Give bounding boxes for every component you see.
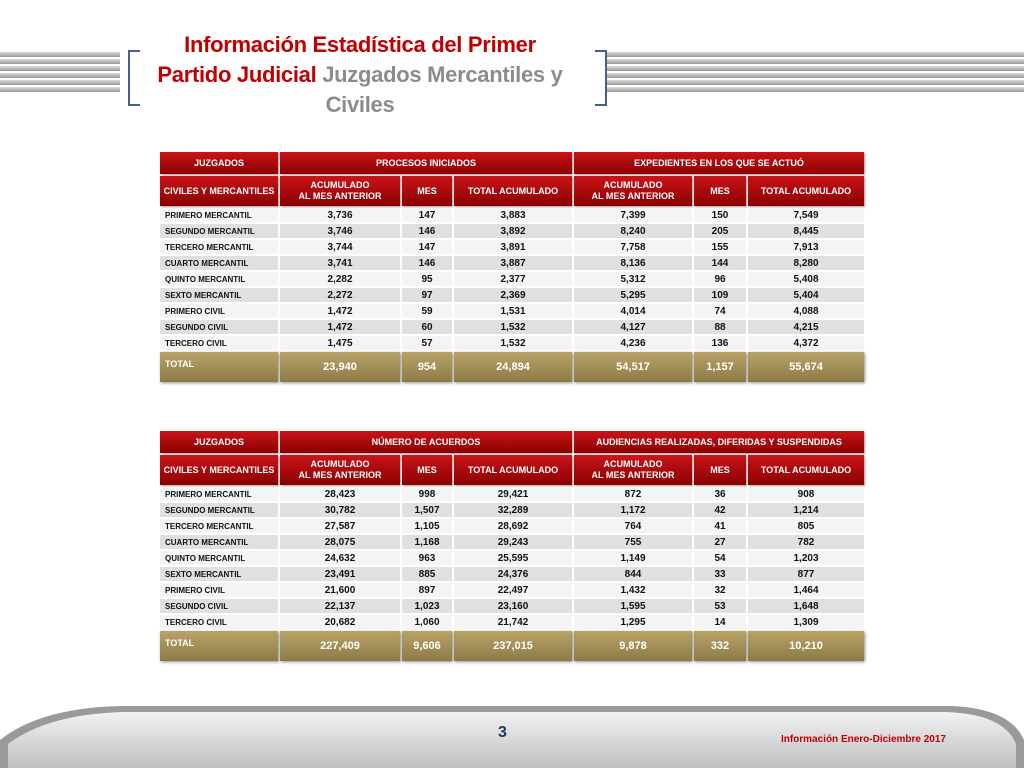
- row-label: PRIMERO CIVIL: [160, 583, 278, 597]
- row-value: 144: [694, 256, 746, 270]
- row-value: 23,160: [454, 599, 572, 613]
- row-value: 1,105: [402, 519, 452, 533]
- row-value: 147: [402, 208, 452, 222]
- row-value: 57: [402, 336, 452, 350]
- subheader-mes: MES: [402, 455, 452, 485]
- row-value: 3,741: [280, 256, 400, 270]
- table-row: [160, 256, 864, 270]
- table-total-row: [160, 631, 864, 661]
- row-value: 1,472: [280, 304, 400, 318]
- row-value: 29,421: [454, 487, 572, 501]
- footer-period-label: Información Enero-Diciembre 2017: [780, 734, 946, 745]
- total-cell: 54,517: [574, 352, 692, 382]
- row-value: 755: [574, 535, 692, 549]
- row-value: 885: [402, 567, 452, 581]
- row-value: 7,549: [748, 208, 864, 222]
- page-title: [140, 30, 580, 120]
- row-value: 2,272: [280, 288, 400, 302]
- row-label: SEGUNDO CIVIL: [160, 320, 278, 334]
- row-label: QUINTO MERCANTIL: [160, 551, 278, 565]
- total-cell: 10,210: [748, 631, 864, 661]
- total-cell: 9,878: [574, 631, 692, 661]
- total-cell: 1,157: [694, 352, 746, 382]
- row-value: 4,372: [748, 336, 864, 350]
- row-value: 3,891: [454, 240, 572, 254]
- subheader-name: CIVILES Y MERCANTILES: [160, 455, 278, 485]
- row-label: TERCERO CIVIL: [160, 336, 278, 350]
- row-value: 22,497: [454, 583, 572, 597]
- row-label: SEGUNDO MERCANTIL: [160, 503, 278, 517]
- subheader-mes: MES: [694, 176, 746, 206]
- row-value: 1,172: [574, 503, 692, 517]
- row-value: 872: [574, 487, 692, 501]
- row-value: 1,507: [402, 503, 452, 517]
- row-value: 36: [694, 487, 746, 501]
- title-line-1: Información Estadística del Primer: [184, 32, 536, 57]
- row-value: 33: [694, 567, 746, 581]
- row-value: 4,127: [574, 320, 692, 334]
- row-value: 3,887: [454, 256, 572, 270]
- table-header-row: [160, 431, 864, 453]
- row-value: 1,595: [574, 599, 692, 613]
- row-value: 29,243: [454, 535, 572, 549]
- row-value: 7,913: [748, 240, 864, 254]
- row-value: 1,532: [454, 320, 572, 334]
- total-cell: 954: [402, 352, 452, 382]
- row-value: 150: [694, 208, 746, 222]
- row-value: 5,312: [574, 272, 692, 286]
- row-value: 1,295: [574, 615, 692, 629]
- total-label: TOTAL: [160, 631, 278, 661]
- row-value: 877: [748, 567, 864, 581]
- subheader-total: TOTAL ACUMULADO: [454, 176, 572, 206]
- row-value: 1,203: [748, 551, 864, 565]
- title-bracket-left: [128, 50, 140, 106]
- row-value: 1,475: [280, 336, 400, 350]
- table-row: [160, 487, 864, 501]
- table-row: [160, 599, 864, 613]
- table-row: [160, 519, 864, 533]
- table-row: [160, 320, 864, 334]
- subheader-acumulado: ACUMULADO AL MES ANTERIOR: [280, 176, 400, 206]
- header-stripes-left: [0, 52, 120, 98]
- row-value: 998: [402, 487, 452, 501]
- table-subheader-row: [160, 176, 864, 206]
- row-value: 1,472: [280, 320, 400, 334]
- row-value: 88: [694, 320, 746, 334]
- row-value: 2,282: [280, 272, 400, 286]
- row-value: 8,240: [574, 224, 692, 238]
- row-value: 1,648: [748, 599, 864, 613]
- row-label: SEXTO MERCANTIL: [160, 567, 278, 581]
- header-expedientes: EXPEDIENTES EN LOS QUE SE ACTUÓ: [574, 152, 864, 174]
- row-value: 21,742: [454, 615, 572, 629]
- row-value: 146: [402, 224, 452, 238]
- table-header-row: [160, 152, 864, 174]
- table-row: [160, 535, 864, 549]
- row-value: 60: [402, 320, 452, 334]
- row-value: 14: [694, 615, 746, 629]
- table-row: [160, 551, 864, 565]
- row-value: 2,377: [454, 272, 572, 286]
- row-value: 23,491: [280, 567, 400, 581]
- row-value: 28,075: [280, 535, 400, 549]
- total-cell: 237,015: [454, 631, 572, 661]
- total-cell: 9,606: [402, 631, 452, 661]
- row-value: 963: [402, 551, 452, 565]
- header-stripes-right: [606, 52, 1024, 98]
- row-value: 28,692: [454, 519, 572, 533]
- row-label: SEGUNDO CIVIL: [160, 599, 278, 613]
- row-label: CUARTO MERCANTIL: [160, 535, 278, 549]
- table-row: [160, 288, 864, 302]
- row-value: 1,060: [402, 615, 452, 629]
- title-line-3: Civiles: [325, 92, 395, 117]
- row-value: 28,423: [280, 487, 400, 501]
- subheader-acumulado: ACUMULADO AL MES ANTERIOR: [574, 176, 692, 206]
- row-value: 20,682: [280, 615, 400, 629]
- row-value: 32: [694, 583, 746, 597]
- header-audiencias: AUDIENCIAS REALIZADAS, DIFERIDAS Y SUSPENDIDAS: [574, 431, 864, 453]
- row-value: 5,404: [748, 288, 864, 302]
- row-value: 1,532: [454, 336, 572, 350]
- total-cell: 227,409: [280, 631, 400, 661]
- row-value: 53: [694, 599, 746, 613]
- row-value: 97: [402, 288, 452, 302]
- table-row: [160, 304, 864, 318]
- title-red-part: Partido Judicial: [157, 62, 317, 87]
- row-value: 41: [694, 519, 746, 533]
- table-row: [160, 583, 864, 597]
- row-value: 27: [694, 535, 746, 549]
- title-gray-part: Juzgados Mercantiles y: [322, 62, 563, 87]
- row-value: 897: [402, 583, 452, 597]
- row-label: TERCERO MERCANTIL: [160, 519, 278, 533]
- row-value: 2,369: [454, 288, 572, 302]
- row-value: 1,309: [748, 615, 864, 629]
- row-value: 1,168: [402, 535, 452, 549]
- row-value: 8,445: [748, 224, 864, 238]
- row-value: 54: [694, 551, 746, 565]
- total-cell: 55,674: [748, 352, 864, 382]
- row-value: 42: [694, 503, 746, 517]
- row-value: 4,236: [574, 336, 692, 350]
- row-value: 59: [402, 304, 452, 318]
- row-value: 21,600: [280, 583, 400, 597]
- page-number: 3: [498, 724, 507, 741]
- subheader-acumulado: ACUMULADO AL MES ANTERIOR: [280, 455, 400, 485]
- total-cell: 332: [694, 631, 746, 661]
- table-row: [160, 567, 864, 581]
- row-value: 764: [574, 519, 692, 533]
- row-label: SEXTO MERCANTIL: [160, 288, 278, 302]
- row-value: 782: [748, 535, 864, 549]
- row-label: PRIMERO MERCANTIL: [160, 208, 278, 222]
- row-value: 1,432: [574, 583, 692, 597]
- header-juzgados: JUZGADOS: [160, 431, 278, 453]
- row-label: TERCERO CIVIL: [160, 615, 278, 629]
- row-value: 4,088: [748, 304, 864, 318]
- table-row: [160, 224, 864, 238]
- row-value: 5,295: [574, 288, 692, 302]
- table-total-row: [160, 352, 864, 382]
- row-value: 205: [694, 224, 746, 238]
- row-value: 24,376: [454, 567, 572, 581]
- table-subheader-row: [160, 455, 864, 485]
- row-value: 1,531: [454, 304, 572, 318]
- row-label: PRIMERO CIVIL: [160, 304, 278, 318]
- subheader-total: TOTAL ACUMULADO: [454, 455, 572, 485]
- row-label: QUINTO MERCANTIL: [160, 272, 278, 286]
- subheader-acumulado: ACUMULADO AL MES ANTERIOR: [574, 455, 692, 485]
- total-cell: 23,940: [280, 352, 400, 382]
- table-row: [160, 336, 864, 350]
- total-label: TOTAL: [160, 352, 278, 382]
- row-value: 1,214: [748, 503, 864, 517]
- header-juzgados: JUZGADOS: [160, 152, 278, 174]
- row-value: 96: [694, 272, 746, 286]
- row-value: 7,399: [574, 208, 692, 222]
- title-bracket-right: [595, 50, 607, 106]
- row-value: 25,595: [454, 551, 572, 565]
- row-value: 109: [694, 288, 746, 302]
- row-label: PRIMERO MERCANTIL: [160, 487, 278, 501]
- row-value: 24,632: [280, 551, 400, 565]
- row-value: 155: [694, 240, 746, 254]
- row-value: 8,280: [748, 256, 864, 270]
- table-row: [160, 615, 864, 629]
- row-value: 22,137: [280, 599, 400, 613]
- row-value: 908: [748, 487, 864, 501]
- row-value: 27,587: [280, 519, 400, 533]
- row-value: 1,149: [574, 551, 692, 565]
- table-row: [160, 272, 864, 286]
- table-row: [160, 503, 864, 517]
- row-value: 95: [402, 272, 452, 286]
- row-value: 74: [694, 304, 746, 318]
- subheader-total: TOTAL ACUMULADO: [748, 176, 864, 206]
- subheader-mes: MES: [694, 455, 746, 485]
- row-value: 844: [574, 567, 692, 581]
- table-row: [160, 208, 864, 222]
- row-value: 7,758: [574, 240, 692, 254]
- row-label: SEGUNDO MERCANTIL: [160, 224, 278, 238]
- subheader-mes: MES: [402, 176, 452, 206]
- table-row: [160, 240, 864, 254]
- row-value: 3,892: [454, 224, 572, 238]
- row-label: CUARTO MERCANTIL: [160, 256, 278, 270]
- row-value: 146: [402, 256, 452, 270]
- row-value: 32,289: [454, 503, 572, 517]
- row-label: TERCERO MERCANTIL: [160, 240, 278, 254]
- row-value: 147: [402, 240, 452, 254]
- row-value: 5,408: [748, 272, 864, 286]
- table-acuerdos-audiencias: [160, 431, 864, 663]
- subheader-total: TOTAL ACUMULADO: [748, 455, 864, 485]
- header-procesos-iniciados: PROCESOS INICIADOS: [280, 152, 572, 174]
- table-procesos-expedientes: [160, 152, 864, 384]
- row-value: 30,782: [280, 503, 400, 517]
- title-line-2: [140, 60, 580, 90]
- row-value: 4,215: [748, 320, 864, 334]
- row-value: 805: [748, 519, 864, 533]
- row-value: 4,014: [574, 304, 692, 318]
- row-value: 3,883: [454, 208, 572, 222]
- row-value: 1,464: [748, 583, 864, 597]
- subheader-name: CIVILES Y MERCANTILES: [160, 176, 278, 206]
- total-cell: 24,894: [454, 352, 572, 382]
- header-numero-acuerdos: NÚMERO DE ACUERDOS: [280, 431, 572, 453]
- row-value: 3,744: [280, 240, 400, 254]
- row-value: 3,736: [280, 208, 400, 222]
- row-value: 136: [694, 336, 746, 350]
- row-value: 8,136: [574, 256, 692, 270]
- row-value: 3,746: [280, 224, 400, 238]
- row-value: 1,023: [402, 599, 452, 613]
